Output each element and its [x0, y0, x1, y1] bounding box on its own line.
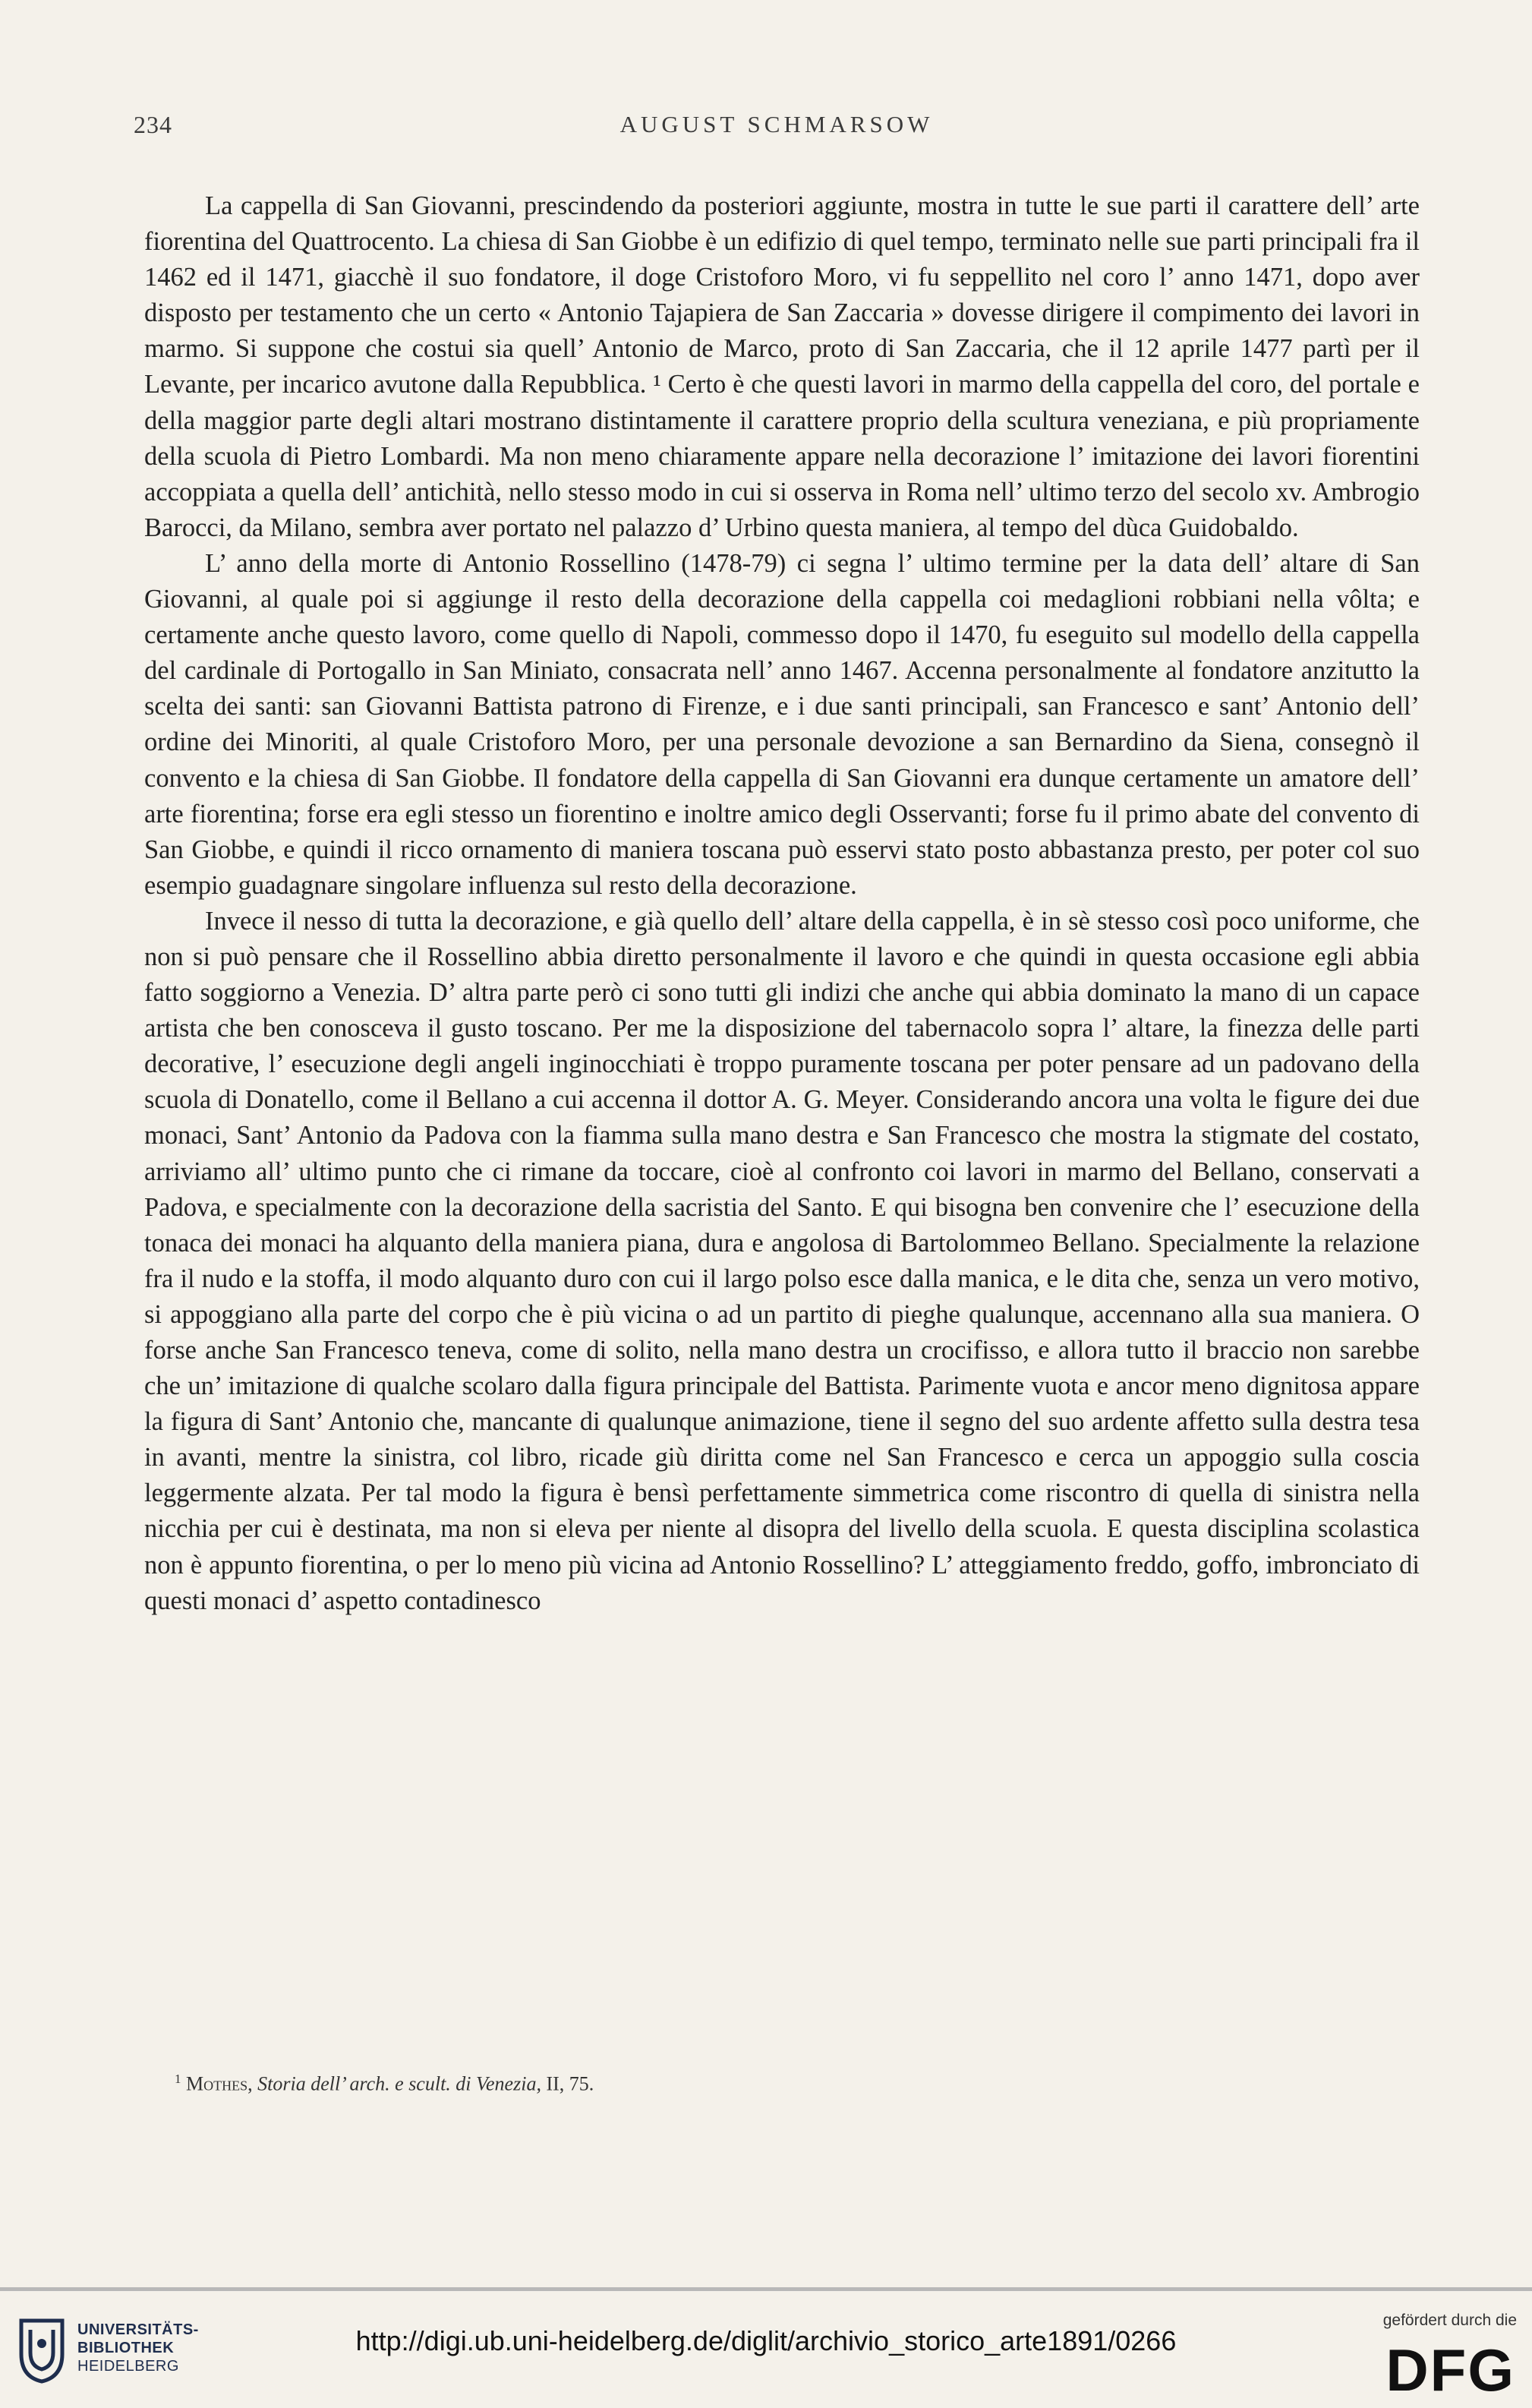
- footnote-title: Storia dell’ arch. e scult. di Venezia,: [257, 2072, 541, 2095]
- paragraph: La cappella di San Giovanni, prescindendo da posteriori aggiunte, mostra in tutte le sue parti il carattere dell’ arte fiorentina del Quattrocento. La chiesa di San Giobbe è un edifizio di quel tempo, terminato nelle sue parti principali fra il 1462 ed il 1471, giacchè il suo fondatore, il doge Cristoforo Moro, vi fu seppellito nel coro l’ anno 1471, dopo aver disposto per testamento che un certo « Antonio Tajapiera de San Zaccaria » dovesse dirigere il compimento dei lavori in marmo. Si suppone che costui sia quell’ Antonio de Marco, proto di San Zaccaria, che il 12 aprile 1477 partì per il Levante, per incarico avutone dalla Repubblica. ¹ Certo è che questi lavori in marmo della cappella del coro, del portale e della maggior parte degli altari mostrano distintamente il carattere proprio della scultura veneziana, e più propriamente della scuola di Pietro Lombardi. Ma non meno chiaramente appare nella decorazione l’ imitazione dei lavori fiorentini accoppiata a quella dell’ antichità, nello stesso modo in cui si osserva in Roma nell’ ultimo terzo del secolo xv. Ambrogio Barocci, da Milano, sembra aver portato nel palazzo d’ Urbino questa maniera, al tempo del dùca Guidobaldo.: [144, 191, 1420, 542]
- source-url-link[interactable]: http://digi.ub.uni-heidelberg.de/diglit/archivio_storico_arte1891/0266: [355, 2325, 1177, 2356]
- paragraph: L’ anno della morte di Antonio Rossellino (1478-79) ci segna l’ ultimo termine per la data dell’ altare di San Giovanni, al quale poi si aggiunge il resto della decorazione della cappella coi medaglioni robbiani nella vôlta; e certamente anche questo lavoro, come quello di Napoli, commesso dopo il 1470, fu eseguito sul modello della cappella del cardinale di Portogallo in San Miniato, consacrata nell’ anno 1467. Accenna personalmente al fondatore anzitutto la scelta dei santi: san Giovanni Battista patrono di Firenze, e i due santi principali, san Francesco e sant’ Antonio dell’ ordine dei Minoriti, al quale Cristoforo Moro, per una personale devozione a san Bernardino da Siena, consegnò il convento e la chiesa di San Giobbe. Il fondatore della cappella di San Giovanni era dunque certamente un amatore dell’ arte fiorentina; forse era egli stesso un fiorentino e inoltre amico degli Osservanti; forse fu il primo abate del convento di San Giobbe, e quindi il ricco ornamento di maniera toscana può esservi stato posto abbastanza presto, per poter col suo esempio guadagnare singolare influenza sul resto della decorazione.: [144, 548, 1420, 900]
- footnote-reference: II, 75.: [546, 2072, 594, 2095]
- page-number: 234: [134, 111, 172, 138]
- svg-text:DFG: DFG: [1385, 2340, 1515, 2395]
- footer-divider: [0, 2287, 1532, 2291]
- running-head: AUGUST SCHMARSOW: [619, 111, 934, 137]
- funding-credit: gefördert durch die: [1382, 2312, 1517, 2329]
- body-text: [144, 188, 1420, 1619]
- footnote-marker: 1: [175, 2072, 181, 2086]
- footnote-author: Mothes,: [186, 2072, 253, 2095]
- digitization-footer: [0, 2287, 1532, 2408]
- university-library-name: UNIVERSITÄTS- BIBLIOTHEK HEIDELBERG: [77, 2321, 199, 2375]
- dfg-logo-icon[interactable]: [1373, 2340, 1517, 2395]
- page-header: [134, 111, 1420, 156]
- footnote: [175, 2066, 1420, 2098]
- funder-block: [1359, 2307, 1526, 2398]
- paragraph: Invece il nesso di tutta la decorazione, e già quello dell’ altare della cappella, è in sè stesso così poco uniforme, che non si può pensare che il Rossellino abbia diretto personalmente il lavoro e che quindi in questa occasione egli abbia fatto soggiorno a Venezia. D’ altra parte però ci sono tutti gli indizi che anche qui abbia dominato la mano di un capace artista che ben conosceva il gusto toscano. Per me la disposizione del tabernacolo sopra l’ altare, la finezza delle parti decorative, l’ esecuzione degli angeli inginocchiati è troppo puramente toscana per poter pensare ad un padovano della scuola di Donatello, come il Bellano a cui accenna il dottor A. G. Meyer. Considerando ancora una volta le figure dei due monaci, Sant’ Antonio da Padova con la fiamma sulla mano destra e San Francesco che mostra la stigmate del costato, arriviamo all’ ultimo punto che ci rimane da toccare, cioè al confronto coi lavori in marmo del Bellano, conservati a Padova, e specialmente con la decorazione della sacristia del Santo. E qui bisogna ben convenire che l’ esecuzione della tonaca dei monaci ha alquanto della maniera piana, dura e angolosa di Bartolommeo Bellano. Specialmente la relazione fra il nudo e la stoffa, il modo alquanto duro con cui il largo polso esce dalla manica, e le dita che, senza un vero motivo, si appoggiano alla parte del corpo che è più vicina o ad un partito di pieghe qualunque, accennano alla sua maniera. O forse anche San Francesco teneva, come di solito, nella mano destra un crocifisso, e allora tutto il braccio non sarebbe che un’ imitazione di qualche scolaro dalla figura principale del Battista. Parimente vuota e ancor meno dignitosa appare la figura di Sant’ Antonio che, mancante di qualunque animazione, tiene il segno del suo ardente affetto sulla destra tesa in avanti, mentre la sinistra, col libro, ricade giù diritta come nel San Francesco e cerca un appoggio sulla coscia leggermente alzata. Per tal modo la figura è bensì perfettamente simmetrica come riscontro di quella di sinistra nella nicchia per cui è destinata, ma non si eleva per niente al disopra del livello della scuola. E questa disciplina scolastica non è appunto fiorentina, o per lo meno più vicina ad Antonio Rossellino? L’ atteggiamento freddo, goffo, imbronciato di questi monaci d’ aspetto contadinesco: [144, 906, 1420, 1615]
